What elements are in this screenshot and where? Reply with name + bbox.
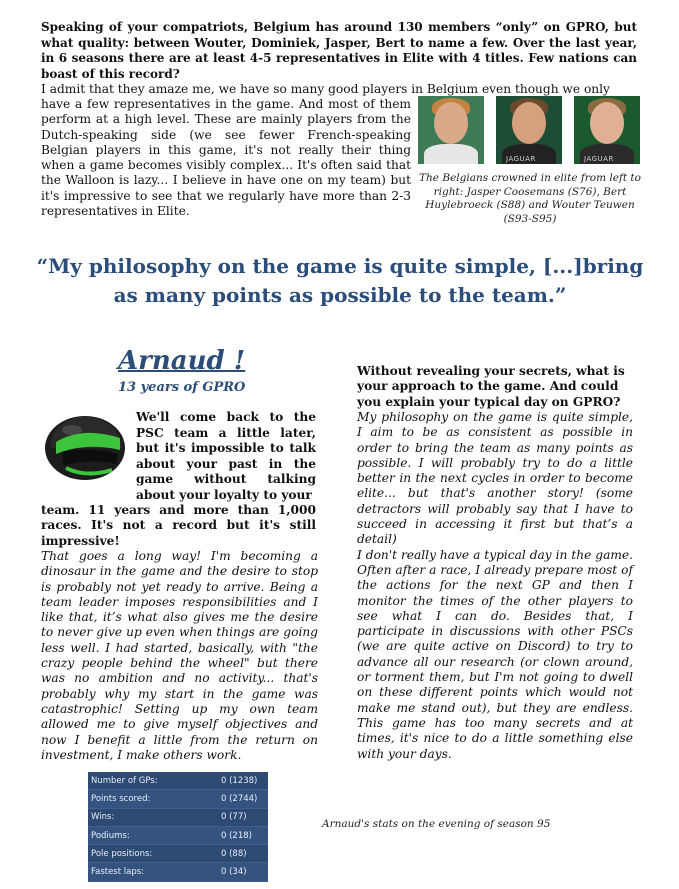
- answer-approach: [357, 410, 633, 762]
- intro-question: Speaking of your compatriots, Belgium has around 130 members “only” on GPRO, but what quality: between Wouter, Dominiek, Jasper, Bert to name a few. Over the last year, in 6 seasons there are at least 4-5 representatives in Elite with 4 titles. Few nations can boast of this record?: [41, 20, 637, 81]
- profile-name: Arnaud !: [118, 346, 246, 376]
- stats-row: [88, 863, 268, 881]
- photos-caption: The Belgians crowned in elite from left to right: Jasper Coosemans (S76), Bert Huylebroeck (S88) and Wouter Teuwen (S93-S95): [419, 172, 641, 225]
- question-approach: Without revealing your secrets, what is your approach to the game. And could you explain your typical day on GPRO?: [357, 364, 625, 409]
- stats-value: 0 (88): [221, 848, 247, 859]
- question-loyalty-continued: team. 11 years and more than 1,000 races. It's not a record but it's still impressive!: [41, 503, 316, 548]
- pull-quote: “My philosophy on the game is quite simple, [...]bring as many points as possible to the team.”: [36, 254, 644, 307]
- stats-label: Wins:: [91, 812, 115, 823]
- stats-value: 0 (1238): [221, 775, 258, 786]
- helmet-icon: [42, 408, 128, 482]
- stats-row: [88, 827, 268, 845]
- profile-subtitle: 13 years of GPRO: [118, 380, 246, 395]
- stats-row: [88, 790, 268, 808]
- stats-label: Number of GPs:: [91, 775, 158, 786]
- stats-label: Pole positions:: [91, 848, 153, 859]
- answer-loyalty: That goes a long way! I'm becoming a dinosaur in the game and the desire to stop is probably not yet ready to arrive. Being a team leader imposes responsibilities and I like that, it’s what also gives me the desire to never give up even when things are going less well. I had started, basically, with "the crazy people behind the wheel" but there was no ambition and no activity... that's probably why my start in the game was catastrophic! Setting up my own team allowed me to give myself objectives and now I benefit a little from the return on investment, I make others work.: [41, 549, 318, 762]
- intro-answer-first-line: I admit that they amaze me, we have so many good players in Belgium even though we only: [41, 82, 610, 96]
- stats-caption: Arnaud's stats on the evening of season 95: [322, 818, 551, 830]
- belgian-champions-photos: [418, 96, 642, 164]
- question-loyalty: We'll come back to the PSC team a little later, but it's impossible to talk about your past in the game without talking about your loyalty to your: [136, 410, 316, 502]
- stats-label: Podiums:: [91, 830, 130, 841]
- answer-approach-part2: I don't really have a typical day in the game. Often after a race, I already prepare most of the actions for the next GP and then I monitor the times of the other players to see what I can do. Besides that, I participate in discussions with other PSCs (we are quite active on Discord) to try to advance all our research (or clown around, or torment them, but I'm not going to dwell on these different points which would not make me stand out), but they are endless. This game has too many secrets and at times, it's nice to do a little something else with your days.: [357, 547, 633, 761]
- stats-value: 0 (77): [221, 812, 247, 823]
- stats-label: Fastest laps:: [91, 867, 145, 878]
- stats-row: [88, 809, 268, 827]
- stats-value: 0 (34): [221, 867, 247, 878]
- photo-bert-huylebroeck: [496, 96, 562, 164]
- answer-approach-part1: My philosophy on the game is quite simple, I aim to be as consistent as possible in order to bring the team as many points as possible. I will probably try to do a little better in the next cycles in order to become elite... but that's another story! (some detractors will probably say that I have to succeed in accessing it first but that’s a detail): [357, 410, 633, 547]
- stats-row: [88, 772, 268, 790]
- photo-jasper-coosemans: [418, 96, 484, 164]
- stats-value: 0 (218): [221, 830, 252, 841]
- photo-wouter-teuwen: [574, 96, 640, 164]
- jaguar-label: JAGUAR: [584, 155, 614, 163]
- jaguar-label: JAGUAR: [506, 155, 536, 163]
- stats-label: Points scored:: [91, 793, 151, 804]
- stats-value: 0 (2744): [221, 793, 258, 804]
- intro-answer: have a few representatives in the game. And most of them perform at a high level. These are mainly players from the Dutch-speaking side (we see fewer French-speaking Belgian players in this game, it's not really their thing when a game becomes visibly complex... It's often said that the Walloon is lazy... I believe in have one on my team) but it's impressive to see that we regularly have more than 2-3 representatives in Elite.: [41, 97, 411, 219]
- stats-row: [88, 845, 268, 863]
- stats-table: [88, 772, 268, 882]
